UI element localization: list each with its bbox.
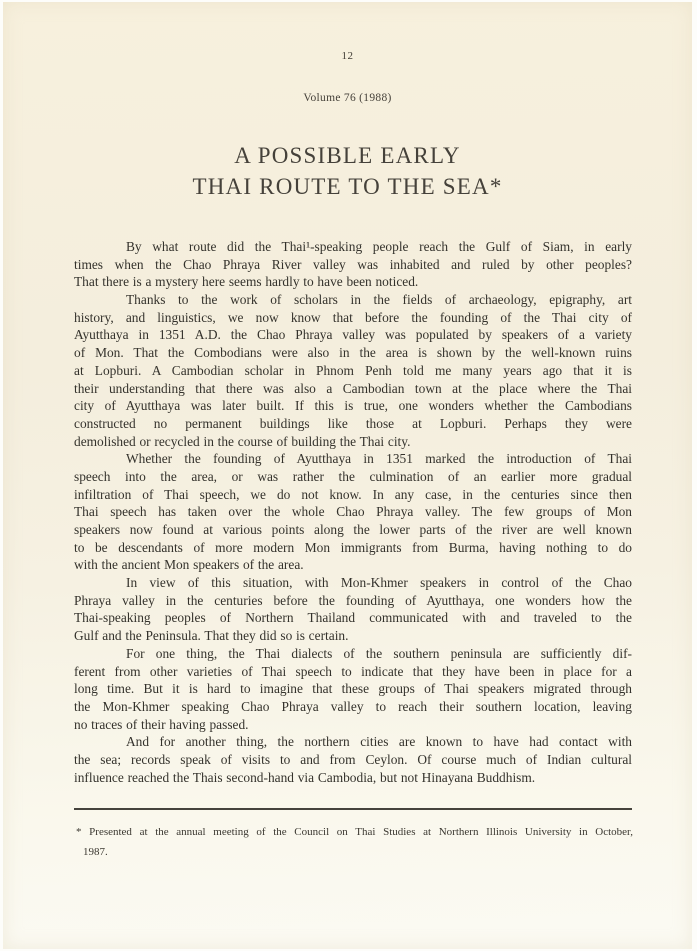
body-line: history, and linguistics, we now know that before the founding of the Thai city of	[74, 309, 632, 325]
body-line: Thanks to the work of scholars in the fields of archaeology, epigraphy, art	[126, 292, 632, 308]
body-line: no traces of their having passed.	[74, 716, 249, 732]
article-body	[74, 238, 632, 786]
footnote-divider	[74, 808, 632, 810]
body-line: For one thing, the Thai dialects of the southern peninsula are sufficiently dif-	[126, 645, 632, 661]
paragraph	[74, 574, 632, 645]
body-line: constructed no permanent buildings like those at Lopburi. Perhaps they were	[74, 415, 632, 431]
body-line: long time. But it is hard to imagine that these groups of Thai speakers migrated through	[74, 681, 632, 697]
body-line: influence reached the Thais second-hand via Cambodia, but not Hinayana Buddhism.	[74, 769, 536, 785]
body-line: Thai speech has taken over the whole Chao Phraya valley. The few groups of Mon	[74, 504, 632, 520]
body-line: speakers now found at various points along the lower parts of the river are well known	[74, 522, 632, 537]
article-title	[3, 140, 692, 202]
body-line: the Mon-Khmer speaking Chao Phraya valley to reach their southern location, leaving	[74, 698, 632, 714]
footnote-line: * Presented at the annual meeting of the Council on Thai Studies at Northern Illinois University in October,	[76, 826, 633, 838]
body-line: with the ancient Mon speakers of the area.	[74, 557, 304, 573]
body-line: speech into the area, or was rather the culmination of an earlier more gradual	[74, 468, 632, 484]
article-title-line-1: A POSSIBLE EARLY	[234, 143, 461, 168]
footnote-line: 1987.	[83, 845, 108, 858]
volume-header: Volume 76 (1988)	[303, 92, 392, 104]
body-line: Gulf and the Peninsula. That they did so is certain.	[74, 628, 349, 644]
body-line: Ayutthaya in 1351 A.D. the Chao Phraya valley was populated by speakers of a variety	[74, 327, 632, 343]
paragraph	[74, 450, 632, 574]
body-line: to be descendants of more modern Mon immigrants from Burma, having nothing to do	[74, 539, 632, 555]
footnote	[76, 823, 633, 862]
body-line: Whether the founding of Ayutthaya in 1351 marked the introduction of Thai	[126, 451, 632, 467]
paragraph	[74, 238, 632, 291]
paragraph	[74, 733, 632, 786]
body-line: the sea; records speak of visits to and from Ceylon. Of course much of Indian cultural	[74, 751, 632, 767]
page-number: 12	[341, 50, 354, 62]
body-line: In view of this situation, with Mon-Khmer speakers in control of the Chao	[126, 575, 632, 591]
body-line: ferent from other varieties of Thai speech to indicate that they have been in place for a	[74, 663, 632, 679]
body-line: infiltration of Thai speech, we do not know. In any case, in the centuries since then	[74, 486, 632, 502]
body-line: at Lopburi. A Cambodian scholar in Phnom Penh told me many years ago that it is	[74, 362, 632, 378]
paper-page	[3, 2, 692, 949]
body-line: Thai-speaking peoples of Northern Thailand communicated with and traveled to the	[74, 610, 632, 626]
article-title-line-2: THAI ROUTE TO THE SEA*	[192, 174, 503, 199]
body-line: Phraya valley in the centuries before the founding of Ayutthaya, one wonders how the	[74, 592, 632, 608]
body-line: By what route did the Thai¹-speaking people reach the Gulf of Siam, in early	[126, 239, 632, 254]
body-line: And for another thing, the northern cities are known to have had contact with	[126, 734, 632, 750]
body-line: demolished or recycled in the course of building the Thai city.	[74, 433, 411, 449]
paragraph	[74, 291, 632, 450]
body-line: city of Ayutthaya was later built. If this is true, one wonders whether the Cambodians	[74, 398, 632, 414]
body-line: their understanding that there was also a Cambodian town at the place where the Thai	[74, 380, 632, 396]
body-line: That there is a mystery here seems hardly to have been noticed.	[74, 274, 419, 290]
body-line: times when the Chao Phraya River valley was inhabited and ruled by other peoples?	[74, 256, 632, 272]
paragraph	[74, 645, 632, 733]
body-line: of Mon. That the Combodians were also in the area is shown by the well-known ruins	[74, 345, 632, 361]
